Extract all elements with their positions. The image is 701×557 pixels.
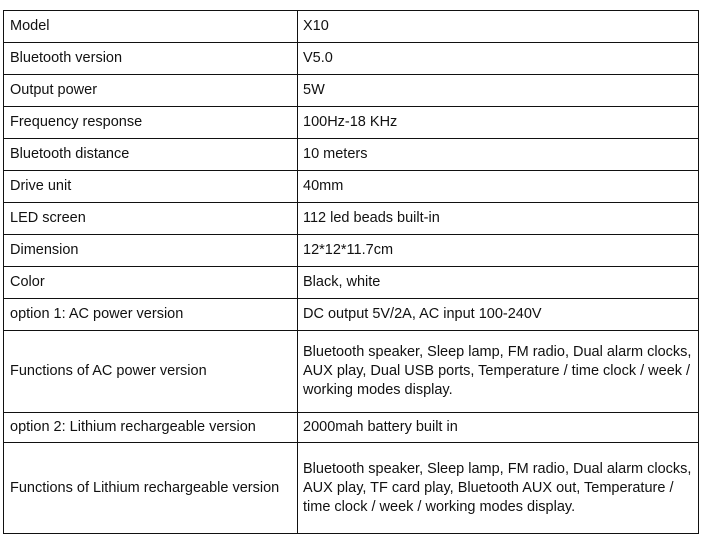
- spec-value: 40mm: [298, 171, 699, 203]
- spec-label: Bluetooth version: [4, 43, 298, 75]
- table-row: [4, 235, 699, 267]
- spec-label: option 2: Lithium rechargeable version: [4, 413, 298, 443]
- table-row: [4, 267, 699, 299]
- spec-value: 100Hz-18 KHz: [298, 107, 699, 139]
- spec-value: 2000mah battery built in: [298, 413, 699, 443]
- spec-value: DC output 5V/2A, AC input 100-240V: [298, 299, 699, 331]
- spec-label: Frequency response: [4, 107, 298, 139]
- spec-label: Model: [4, 11, 298, 43]
- table-row: [4, 11, 699, 43]
- table-row: [4, 171, 699, 203]
- table-row: [4, 203, 699, 235]
- spec-label: LED screen: [4, 203, 298, 235]
- table-row: [4, 299, 699, 331]
- spec-value: Black, white: [298, 267, 699, 299]
- spec-value: 5W: [298, 75, 699, 107]
- spec-label: Output power: [4, 75, 298, 107]
- spec-label: Functions of Lithium rechargeable version: [4, 443, 298, 534]
- spec-label: Functions of AC power version: [4, 331, 298, 413]
- spec-value: V5.0: [298, 43, 699, 75]
- spec-value: X10: [298, 11, 699, 43]
- table-row: [4, 413, 699, 443]
- spec-value: 112 led beads built-in: [298, 203, 699, 235]
- spec-label: Bluetooth distance: [4, 139, 298, 171]
- table-row: [4, 331, 699, 413]
- spec-value: Bluetooth speaker, Sleep lamp, FM radio, Dual alarm clocks, AUX play, Dual USB ports, Temperature / time clock / week / working modes display.: [298, 331, 699, 413]
- table-row: [4, 443, 699, 534]
- spec-label: Color: [4, 267, 298, 299]
- spec-table: [3, 10, 699, 534]
- table-row: [4, 139, 699, 171]
- spec-value: Bluetooth speaker, Sleep lamp, FM radio, Dual alarm clocks, AUX play, TF card play, Bluetooth AUX out, Temperature / time clock / week / working modes display.: [298, 443, 699, 534]
- spec-value: 12*12*11.7cm: [298, 235, 699, 267]
- spec-label: Drive unit: [4, 171, 298, 203]
- table-row: [4, 107, 699, 139]
- spec-label: option 1: AC power version: [4, 299, 298, 331]
- spec-label: Dimension: [4, 235, 298, 267]
- spec-value: 10 meters: [298, 139, 699, 171]
- table-row: [4, 43, 699, 75]
- table-row: [4, 75, 699, 107]
